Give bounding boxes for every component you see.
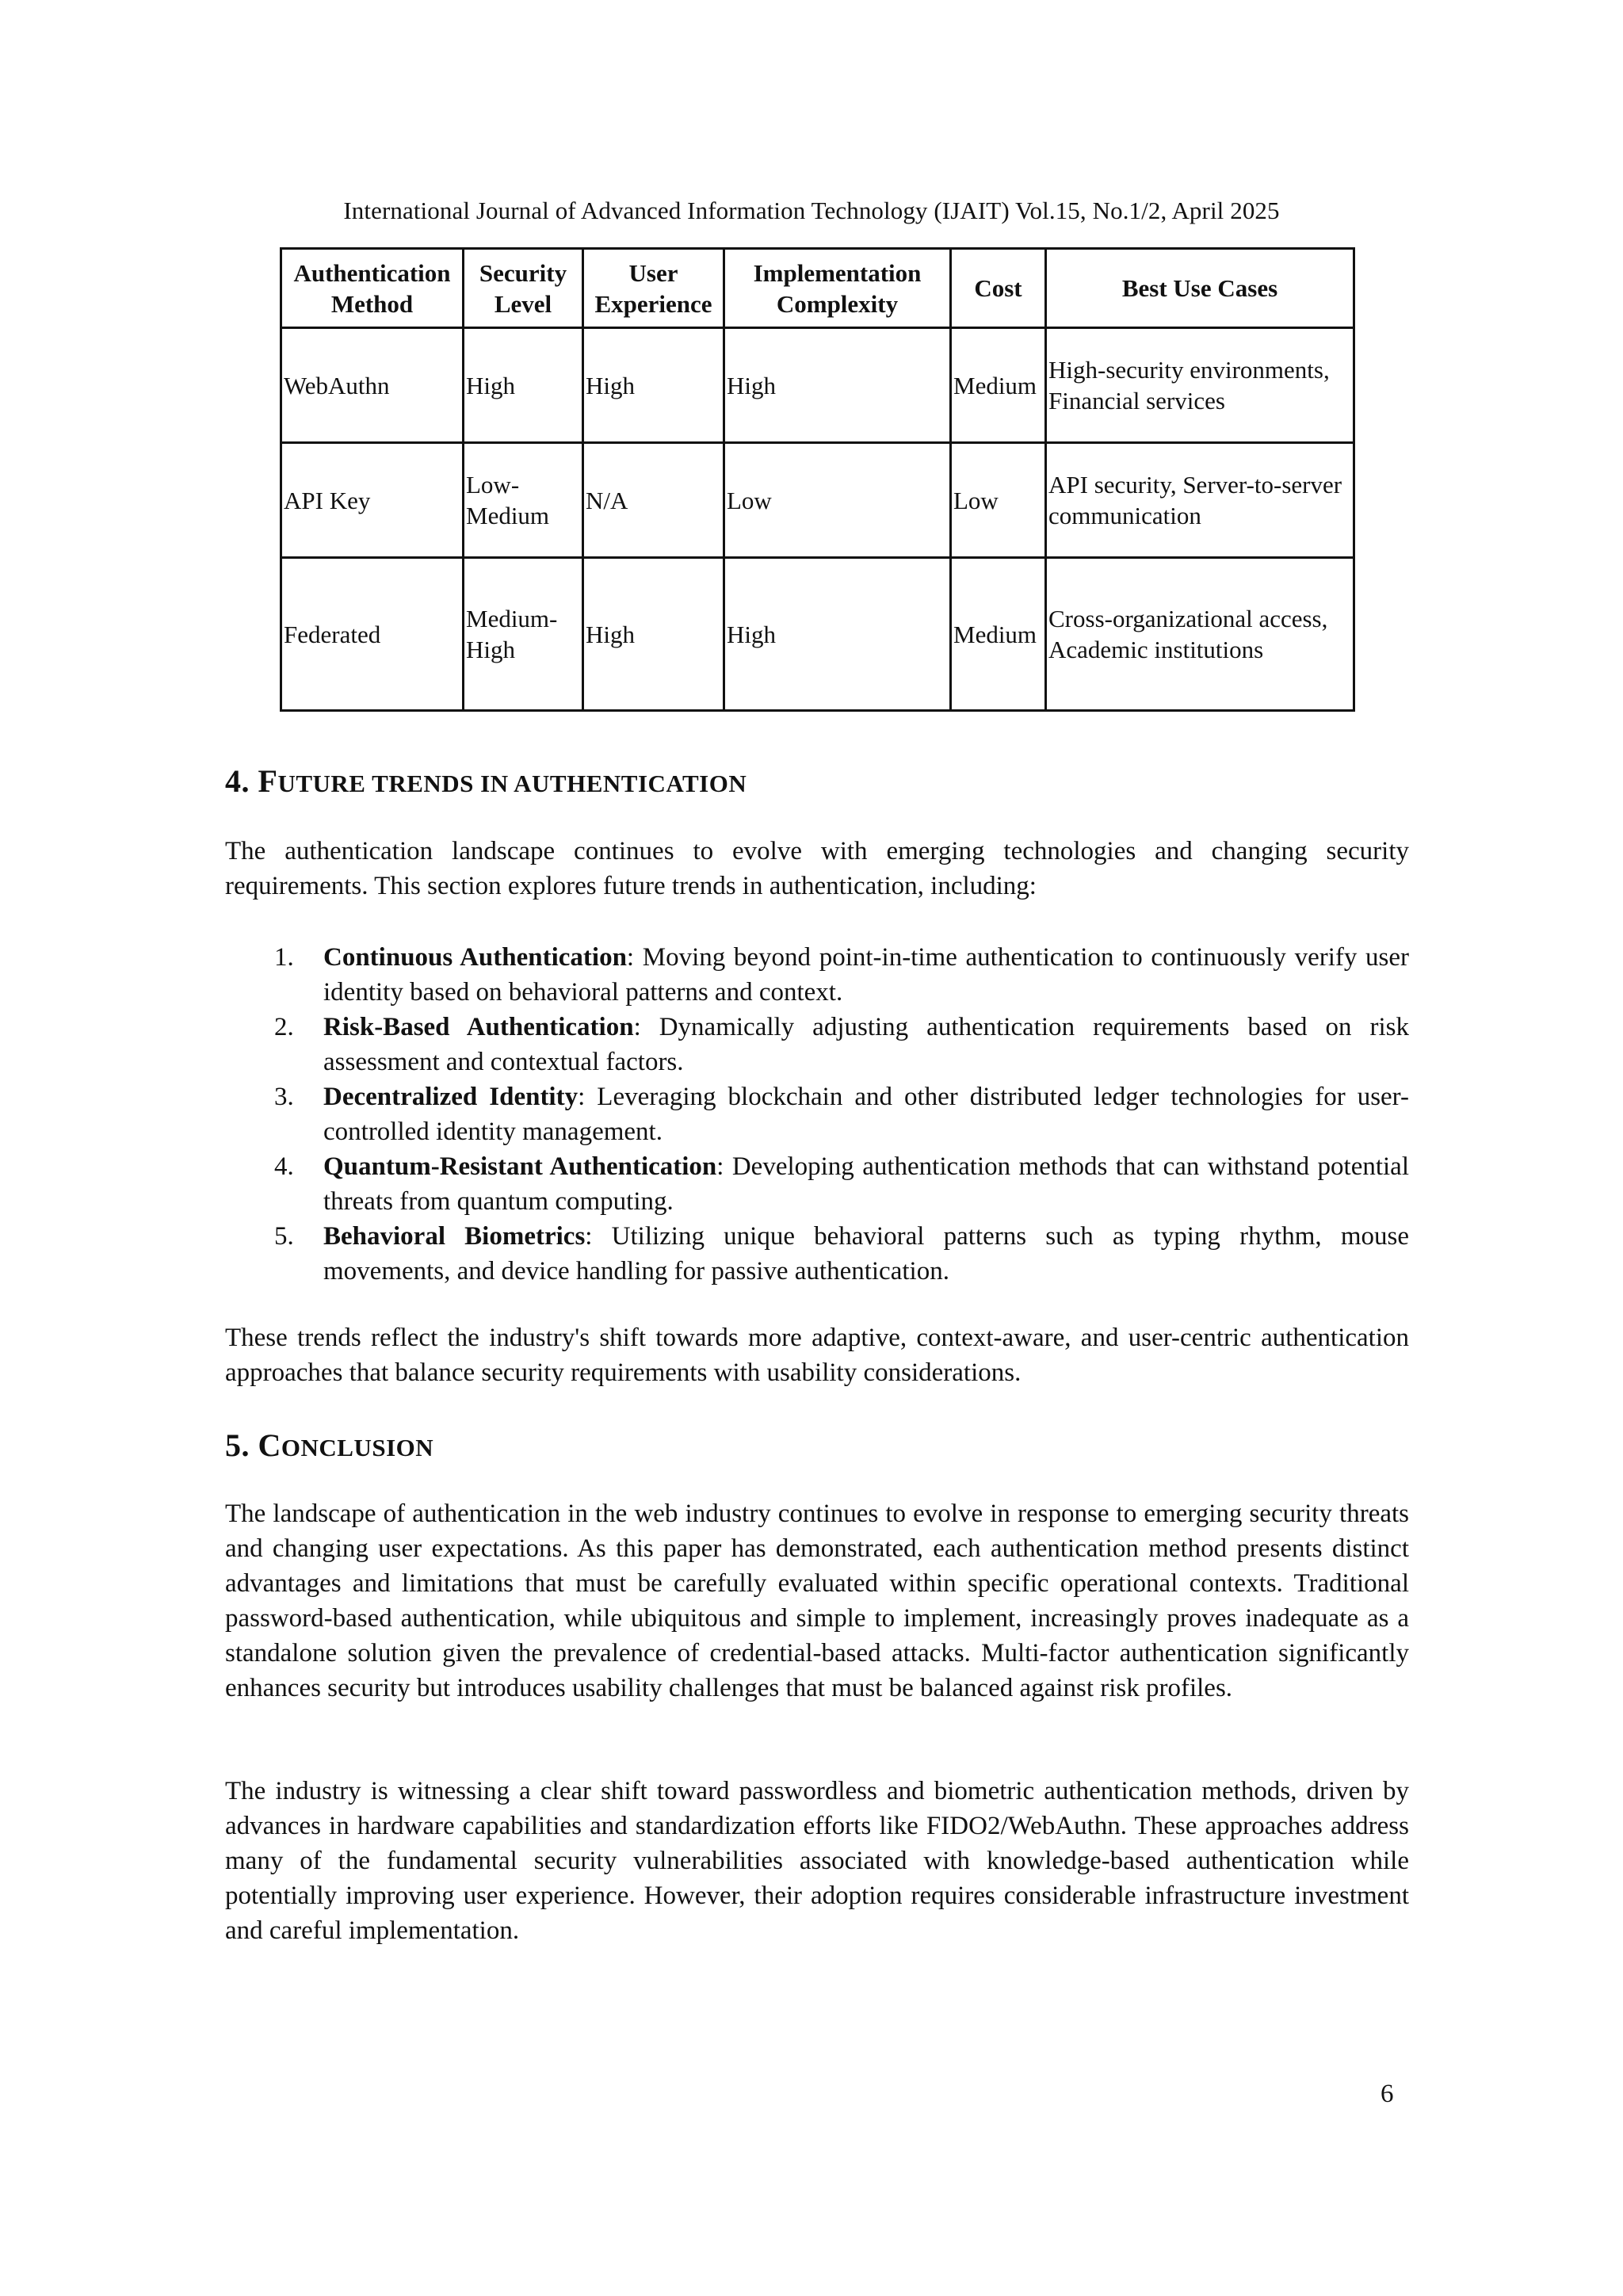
column-header: Best Use Cases [1046,249,1354,328]
table-cell: Low [724,443,951,558]
table-row [281,558,1354,711]
table-cell: High [583,558,724,711]
table-cell: N/A [583,443,724,558]
table-cell: API security, Server-to-server communication [1046,443,1354,558]
paragraph: The landscape of authentication in the web industry continues to evolve in response to emerging security threats and changing user expectations. As this paper has demonstrated, each authentication method presents distinct advantages and limitations that must be carefully evaluated within specific operational contexts. Traditional password-based authentication, while ubiquitous and simple to implement, increasingly proves inadequate as a standalone solution given the prevalence of credential-based attacks. Multi-factor authentication significantly enhances security but introduces usability challenges that must be balanced against risk profiles. [225,1499,1409,1702]
authentication-comparison-table [280,247,1355,712]
page-number: 6 [1381,2080,1394,2108]
table-row [281,443,1354,558]
table-row [281,328,1354,443]
table-cell: Medium [951,558,1046,711]
column-header: Cost [951,249,1046,328]
list-item-term: Continuous Authentication [323,943,627,972]
table-cell: Medium-High [464,558,583,711]
section-5-heading: 5. CONCLUSION [225,1427,434,1463]
list-item-term: Behavioral Biometrics [323,1222,586,1251]
list-item-term: Quantum-Resistant Authentication [323,1152,717,1181]
list-item: 1. Continuous Authentication: Moving beyond point-in-time authentication to continuously verify user identity based on behavioral patterns and context. [274,943,1409,1007]
table-cell: Cross-organizational access, Academic institutions [1046,558,1354,711]
future-trends-list [225,940,1409,1289]
list-item-term: Risk-Based Authentication [323,1013,634,1041]
paragraph: These trends reflect the industry's shift towards more adaptive, context-aware, and user-centric authentication approaches that balance security requirements with usability considerations. [225,1324,1409,1387]
table-cell: High [724,558,951,711]
table-cell: WebAuthn [281,328,464,443]
table-cell: High [464,328,583,443]
paragraph: The authentication landscape continues to evolve with emerging technologies and changing security requirements. This section explores future trends in authentication, including: [225,837,1409,900]
column-header: Implementation Complexity [724,249,951,328]
list-item: 4. Quantum-Resistant Authentication: Developing authentication methods that can withstand potential threats from quantum computing. [274,1152,1409,1216]
list-item: 3. Decentralized Identity: Leveraging blockchain and other distributed ledger technologies for user-controlled identity management. [274,1083,1409,1146]
table-header-row [281,249,1354,328]
conclusion-paragraph-1 [225,1496,1409,1706]
section-4-intro [225,834,1409,904]
table-cell: High [583,328,724,443]
section-4-heading: 4. FUTURE TRENDS IN AUTHENTICATION [225,763,747,799]
column-header: Security Level [464,249,583,328]
table-cell: API Key [281,443,464,558]
table-cell: High-security environments, Financial services [1046,328,1354,443]
section-4-closing [225,1320,1409,1390]
column-header: User Experience [583,249,724,328]
conclusion-paragraph-2 [225,1774,1409,1948]
table-cell: High [724,328,951,443]
table-cell: Medium [951,328,1046,443]
list-item: 5. Behavioral Biometrics: Utilizing unique behavioral patterns such as typing rhythm, mouse movements, and device handling for passive authentication. [274,1222,1409,1286]
table-cell: Federated [281,558,464,711]
running-header: International Journal of Advanced Information Technology (IJAIT) Vol.15, No.1/2, April 2025 [343,197,1280,224]
column-header: Authentication Method [281,249,464,328]
list-item: 2. Risk-Based Authentication: Dynamically adjusting authentication requirements based on risk assessment and contextual factors. [274,1013,1409,1076]
table-cell: Low [951,443,1046,558]
table-cell: Low-Medium [464,443,583,558]
list-item-term: Decentralized Identity [323,1083,579,1111]
paragraph: The industry is witnessing a clear shift toward passwordless and biometric authentication methods, driven by advances in hardware capabilities and standardization efforts like FIDO2/WebAuthn. These approaches address many of the fundamental security vulnerabilities associated with knowledge-based authentication while potentially improving user experience. However, their adoption requires considerable infrastructure investment and careful implementation. [225,1777,1409,1945]
